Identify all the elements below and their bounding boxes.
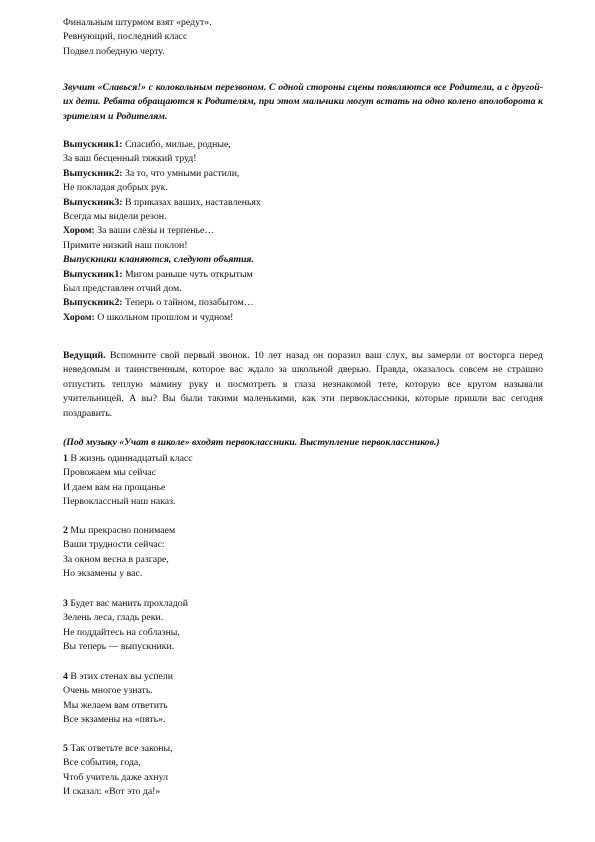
speaker-name: Хором: [63,311,95,323]
verse-stanza [63,742,543,800]
dialogue-text: Всегда мы видели резон. [63,210,167,222]
verse-line: Первоклассный наш наказ. [63,496,176,508]
dialogue-line [63,167,543,181]
verse-line: Все события, года, [63,757,141,769]
verse-line: За окном весна в разгаре, [63,553,169,565]
dialogue-text: Был представлен отчий дом. [63,282,182,294]
dialogue-text: За ваш бесценный тяжкий труд! [63,153,197,165]
verse-line: Мы желаем вам ответить [63,699,168,711]
stage-direction-inline [63,253,543,267]
dialogue-line [63,152,543,166]
verse-number: 1 [63,453,68,464]
dialogue-text: Мигом раньше чуть открытым [122,268,253,280]
verse-stanza [63,524,543,582]
dialogue-text: За ваши слёзы и терпенье… [94,225,215,237]
dialogue-line [63,268,543,282]
intro-line: Финальным штурмом взят «редут». [63,17,212,28]
speaker-name: Выпускник2: [63,167,123,179]
verse-number: 2 [63,525,68,536]
dialogue-line [63,181,543,195]
verse-line: 2 Мы прекрасно понимаем [63,525,176,536]
verse-stanza [63,670,543,728]
speaker-name: Выпускник2: [63,297,123,309]
dialogue-text: Не покладая добрых рук. [63,182,168,194]
speaker-name: Выпускник1: [63,268,123,280]
verse-line: Все экзамены на «пять». [63,714,166,726]
verse-line: Не поддайтесь на соблазны, [63,626,180,638]
dialogue-text: В приказах ваших, наставленьях [122,196,261,208]
verse-line: И сказал: «Вот это да!» [63,786,161,798]
dialogue-line [63,296,543,310]
dialogue-text: О школьном прошлом и чудном! [94,311,234,323]
dialogue-text: Выпускники кланяются, следуют объятия. [63,254,254,266]
verse-line: Вы теперь — выпускники. [63,641,175,653]
stage-direction: (Под музыку «Учат в школе» входят первоклассники. Выступление первоклассников.) [63,437,440,448]
dialogue-line [63,311,543,325]
dialogue-line [63,210,543,224]
verse-number: 4 [63,671,68,682]
speaker-name: Ведущий. [63,350,106,361]
stage-direction: Звучит «Славься!» с колокольным перезвоном. С одной стороны сцены появляются все Родители, а с другой- их дети. Ребята обращаются к Родителям, при этом мальчики могут встать на одно колено вполоборота к зрителям и Родителям. [63,82,543,122]
verse-stanza [63,452,543,510]
speaker-name: Выпускник1: [63,139,123,150]
verse-line: И даем вам на прощанье [63,481,166,493]
dialogue-text: Спасибо, милые, родные, [122,139,231,150]
speaker-name: Хором: [63,225,95,237]
verse-line: Провожаем мы сейчас [63,467,157,479]
speaker-name: Выпускник3: [63,196,123,208]
verse-line: Но экзамены у вас. [63,568,143,580]
dialogue-text: Примите низкий наш поклон! [63,239,188,251]
dialogue-line [63,239,543,253]
intro-line: Ревнующий, последний класс [63,31,188,43]
dialogue-text: Теперь о тайном, позабытом… [122,297,254,309]
intro-line: Подвел победную черту. [63,45,165,57]
verse-line: 5 Так ответьте все законы, [63,743,173,754]
verse-line: Ваши трудности сейчас: [63,539,165,551]
dialogue-line [63,282,543,296]
dialogue-line [63,196,543,210]
dialogue-line [63,138,543,152]
verse-line: 3 Будет вас манить прохладой [63,598,188,609]
verse-line: Зелень леса, гладь реки. [63,612,164,624]
intro-stanza [63,16,543,59]
dialogue-line [63,224,543,238]
dialogue [63,138,543,325]
dialogue-text: За то, что умными растили, [122,167,240,179]
verse-line: 4 В этих стенах вы успели [63,671,173,682]
verse-line: 1 В жизнь одиннадцатый класс [63,453,193,464]
verse-stanza [63,597,543,655]
verse-line: Очень многое узнать. [63,685,153,697]
host-text: Вспомните свой первый звонок. 10 лет назад он поразил ваш слух, вы замерли от восторга перед неведомым и таинственным, которое вас ждало за школьной дверью. Правда, оказалось совсем не страшно отпустить теплую мамину руку и посмотреть в глаза незнакомой тете, которую все кругом называли учительницей. А вы? Вы были такими маленькими, как эти первоклассники, которые пришли вас сегодня поздравить. [63,350,543,419]
verse-number: 5 [63,743,68,754]
host-paragraph [63,349,543,421]
verse-number: 3 [63,598,68,609]
verse-line: Чтоб учитель даже ахнул [63,771,168,783]
